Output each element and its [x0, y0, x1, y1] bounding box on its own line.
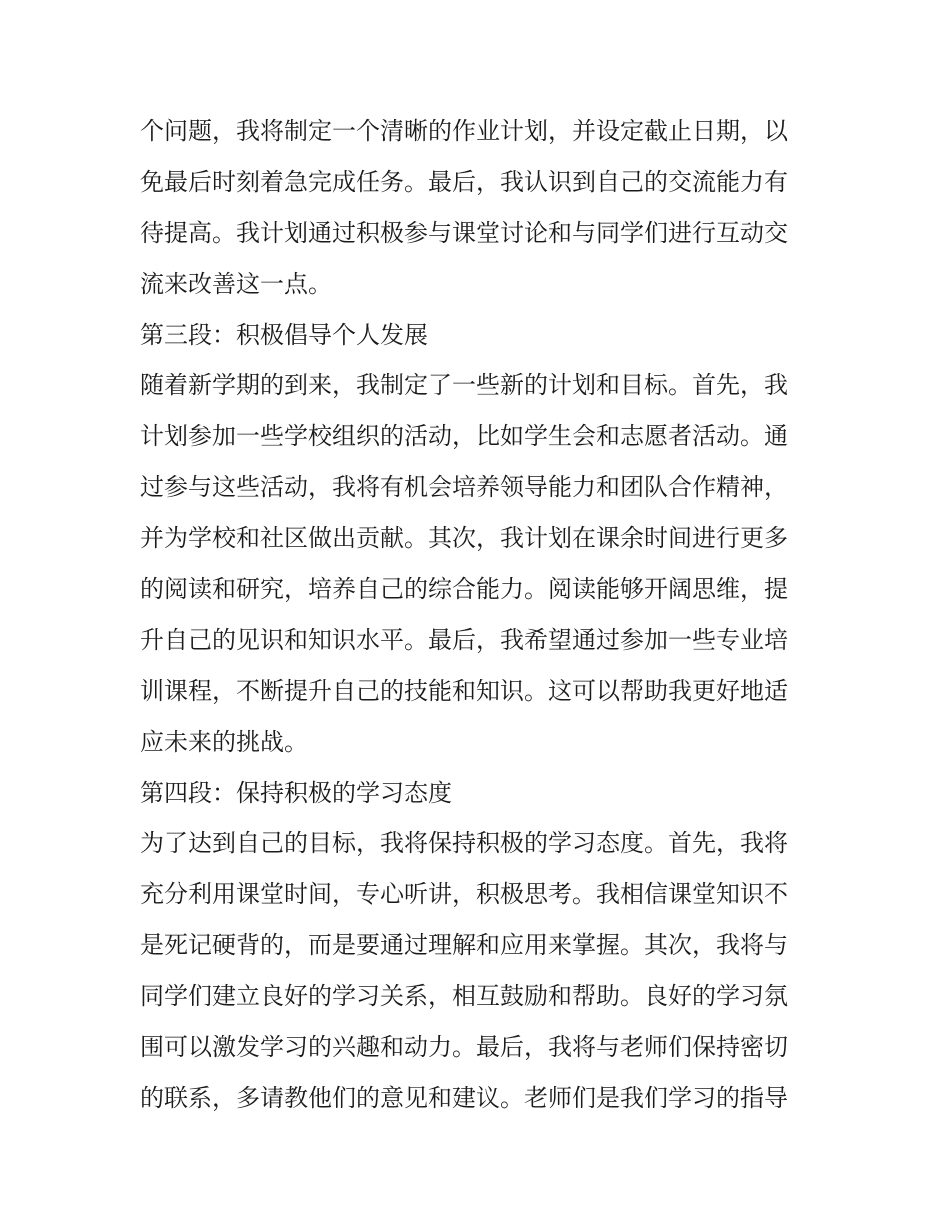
- paragraph-line: 升自己的见识和知识水平。最后，我希望通过参加一些专业培: [140, 625, 788, 654]
- paragraph-line: 的阅读和研究，培养自己的综合能力。阅读能够开阔思维，提: [140, 575, 788, 604]
- paragraph-line: 个问题，我将制定一个清晰的作业计划，并设定截止日期，以: [140, 117, 788, 145]
- paragraph-line: 的联系，多请教他们的意见和建议。老师们是我们学习的指导: [140, 1083, 788, 1112]
- paragraph-line: 训课程，不断提升自己的技能和知识。这可以帮助我更好地适: [140, 676, 788, 705]
- paragraph-line: 计划参加一些学校组织的活动，比如学生会和志愿者活动。通: [140, 422, 788, 451]
- paragraph-line: 流来改善这一点。: [140, 269, 332, 298]
- section-heading-4: 第四段：保持积极的学习态度: [140, 778, 452, 807]
- paragraph-line: 并为学校和社区做出贡献。其次，我计划在课余时间进行更多: [140, 524, 788, 553]
- paragraph-line: 围可以激发学习的兴趣和动力。最后，我将与老师们保持密切: [140, 1033, 788, 1062]
- section-heading-3: 第三段：积极倡导个人发展: [140, 320, 428, 349]
- paragraph-line: 过参与这些活动，我将有机会培养领导能力和团队合作精神，: [140, 473, 788, 502]
- paragraph-line: 免最后时刻着急完成任务。最后，我认识到自己的交流能力有: [140, 167, 788, 196]
- paragraph-line: 是死记硬背的，而是要通过理解和应用来掌握。其次，我将与: [140, 931, 788, 960]
- paragraph-line: 应未来的挑战。: [140, 727, 308, 756]
- paragraph-line: 为了达到自己的目标，我将保持积极的学习态度。首先，我将: [140, 829, 788, 858]
- paragraph-line: 随着新学期的到来，我制定了一些新的计划和目标。首先，我: [140, 371, 788, 400]
- paragraph-line: 待提高。我计划通过积极参与课堂讨论和与同学们进行互动交: [140, 218, 788, 247]
- paragraph-line: 同学们建立良好的学习关系，相互鼓励和帮助。良好的学习氛: [140, 982, 788, 1011]
- document-body: [140, 106, 812, 1124]
- paragraph-line: 充分利用课堂时间，专心听讲，积极思考。我相信课堂知识不: [140, 880, 788, 909]
